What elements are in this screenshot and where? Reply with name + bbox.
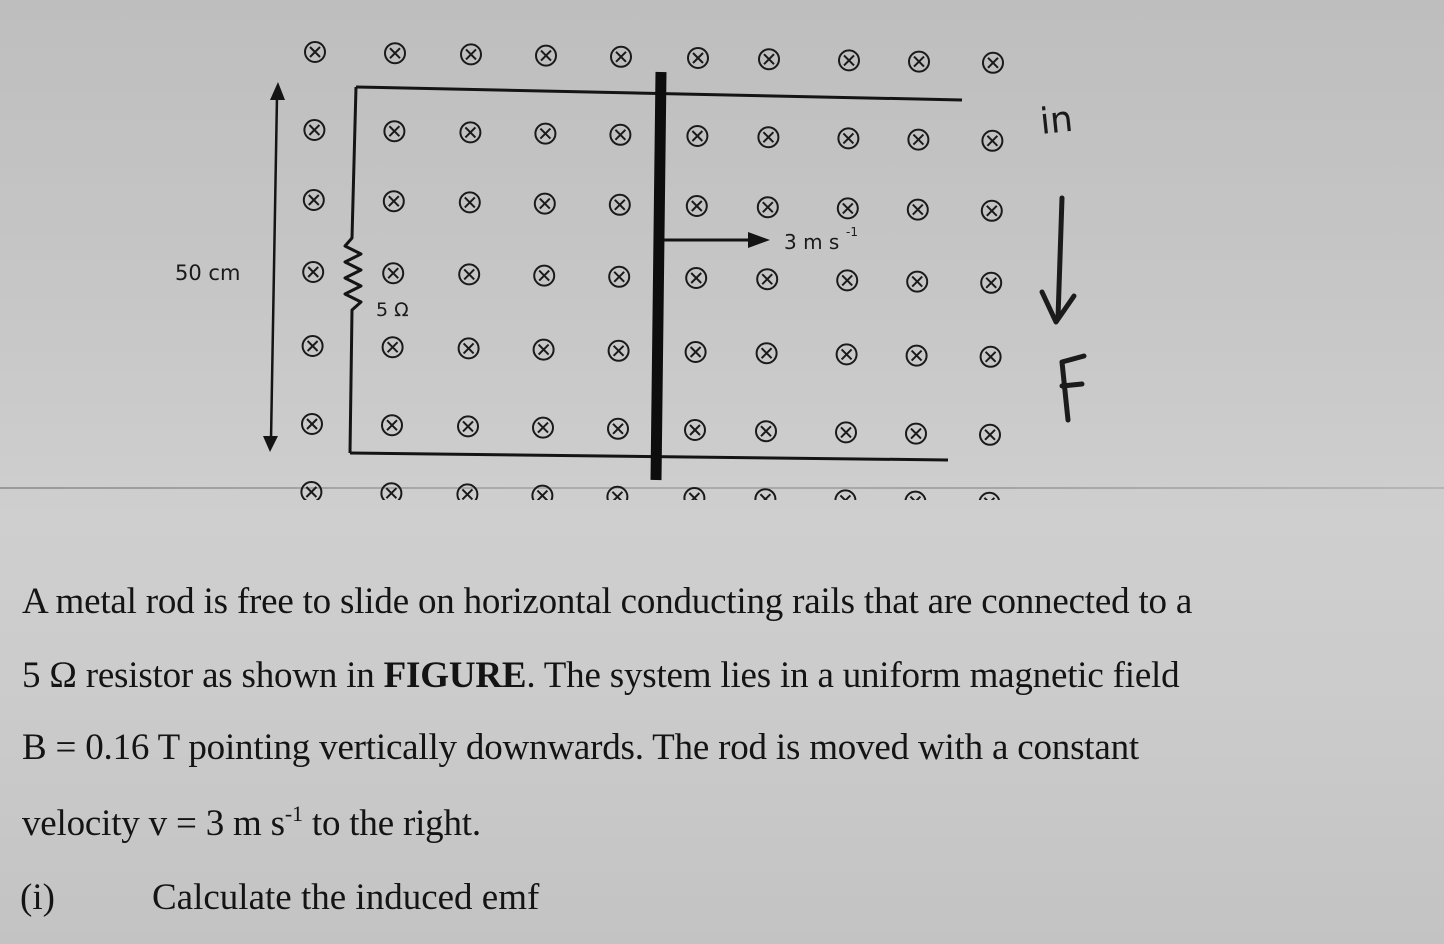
figure-reference: FIGURE [383, 655, 527, 696]
field-into-page-icon [383, 337, 403, 357]
field-into-page-icon [982, 131, 1002, 151]
field-into-page-icon [304, 120, 324, 140]
field-into-page-icon [382, 415, 402, 435]
field-into-page-icon [758, 197, 778, 217]
resistor-zigzag [345, 87, 361, 453]
field-into-page-icon [301, 482, 321, 500]
field-into-page-icon [980, 425, 1000, 445]
field-into-page-icon [381, 483, 401, 500]
velocity-label-exponent: -1 [846, 225, 858, 239]
field-into-page-icon [839, 50, 859, 70]
field-into-page-icon [458, 416, 478, 436]
field-into-page-icon [838, 198, 858, 218]
question-text: Calculate the induced emf [152, 877, 540, 918]
paragraph-line-4-end: to the right. [302, 803, 481, 844]
field-into-page-icon [536, 46, 556, 66]
field-into-page-icon [983, 53, 1003, 73]
field-into-page-icon [607, 487, 627, 500]
field-into-page-icon [459, 338, 479, 358]
paragraph-line-4 [22, 802, 481, 846]
field-into-page-icon [383, 263, 403, 283]
handwritten-in: in [1038, 98, 1075, 143]
field-into-page-icon [906, 424, 926, 444]
field-into-page-icon [759, 49, 779, 69]
handwritten-force-letter [1062, 356, 1084, 420]
field-into-page-icon [535, 124, 555, 144]
metal-rod [656, 72, 661, 480]
field-into-page-icon [836, 422, 856, 442]
velocity-arrowhead [748, 232, 770, 248]
field-into-page-icon [459, 264, 479, 284]
field-into-page-icon [687, 126, 707, 146]
field-into-page-icon [305, 42, 325, 62]
field-into-page-icon [688, 48, 708, 68]
field-into-page-icon [534, 266, 554, 286]
length-arrowhead-bottom [263, 436, 278, 452]
handwritten-force-arrow-shaft [1058, 198, 1062, 318]
field-into-page-icon [835, 490, 855, 500]
length-label: 50 cm [175, 261, 241, 285]
field-into-page-icon [757, 269, 777, 289]
field-into-page-icon [684, 488, 704, 500]
field-into-page-icon [534, 340, 554, 360]
field-into-page-icon [907, 272, 927, 292]
field-into-page-icon [460, 122, 480, 142]
field-into-page-icon [908, 130, 928, 150]
field-into-page-icon [610, 195, 630, 215]
field-into-page-icon [609, 267, 629, 287]
field-into-page-icon [837, 270, 857, 290]
svg-text:F: F [1074, 378, 1075, 379]
field-into-page-icon [909, 52, 929, 72]
field-into-page-icon [610, 125, 630, 145]
field-into-page-icon [837, 344, 857, 364]
paragraph-line-1: A metal rod is free to slide on horizontal conducting rails that are connected to a [22, 581, 1193, 622]
field-into-page-icon [302, 414, 322, 434]
velocity-label: 3 m s [784, 230, 840, 254]
field-into-page-icon [535, 194, 555, 214]
field-into-page-icon [611, 47, 631, 67]
field-into-page-icon [981, 273, 1001, 293]
field-into-page-icon [532, 486, 552, 500]
paragraph-line-2-end: . The system lies in a uniform magnetic field [526, 655, 1180, 696]
field-into-page-icon [758, 127, 778, 147]
field-into-page-icon [907, 346, 927, 366]
field-into-page-icon [838, 128, 858, 148]
field-into-page-icon [755, 489, 775, 500]
field-into-page-icon [756, 421, 776, 441]
field-into-page-icon [908, 200, 928, 220]
field-into-page-icon [303, 262, 323, 282]
field-into-page-icon [460, 192, 480, 212]
field-into-page-icon [685, 420, 705, 440]
field-into-page-icon [686, 342, 706, 362]
field-into-page-icon [757, 343, 777, 363]
field-into-page-icon [385, 43, 405, 63]
field-into-page-icon [979, 493, 999, 500]
field-into-page-icon [982, 201, 1002, 221]
field-into-page-icon [905, 492, 925, 500]
field-into-page-icon [686, 268, 706, 288]
resistor-label: 5 Ω [376, 299, 409, 321]
paragraph-line-4-start: velocity v = 3 m s [22, 803, 285, 844]
field-into-page-icon [457, 484, 477, 500]
field-into-page-icon [304, 190, 324, 210]
length-arrowhead-top [270, 82, 285, 100]
field-into-page-icon [533, 418, 553, 438]
paragraph-line-2-start: 5 Ω resistor as shown in [22, 655, 384, 696]
paragraph-line-3: B = 0.16 T pointing vertically downwards. The rod is moved with a constant [22, 727, 1139, 768]
field-into-page-icon [384, 191, 404, 211]
field-into-page-icon [687, 196, 707, 216]
field-into-page-icon [384, 121, 404, 141]
field-into-page-icon [303, 336, 323, 356]
field-into-page-icon [461, 44, 481, 64]
question-number: (i) [20, 877, 55, 918]
field-into-page-icon [609, 341, 629, 361]
field-into-page-icon [981, 347, 1001, 367]
bottom-rail [350, 453, 948, 460]
velocity-unit-exponent: -1 [284, 801, 303, 826]
paragraph-line-2 [22, 654, 1179, 698]
length-dimension-line [271, 96, 277, 440]
field-into-page-icon [608, 419, 628, 439]
